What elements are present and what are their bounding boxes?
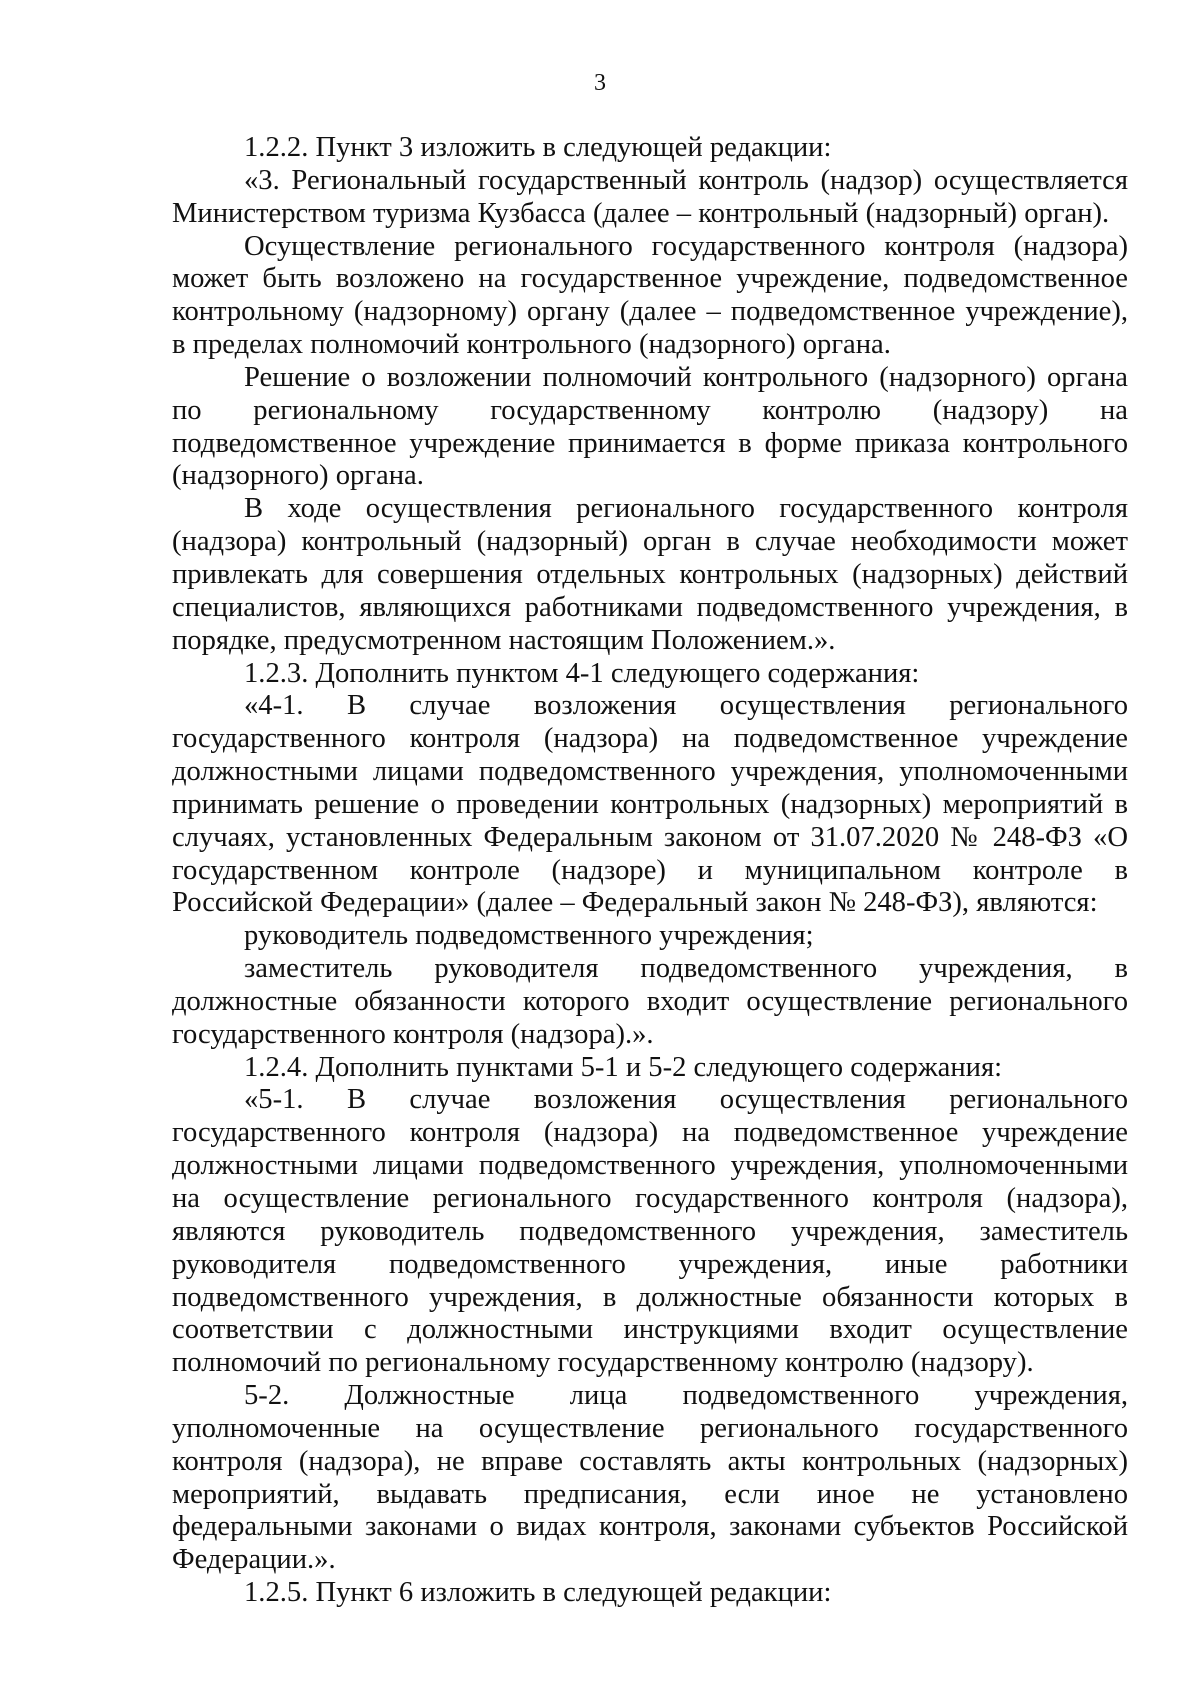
page-number: 3 bbox=[594, 70, 606, 96]
paragraph-delegation: Осуществление регионального государственного контроля (надзора) может быть возложено на государственное учреждение, подведомственное контрольному (надзорному) органу (далее – подведомственное учреждение), в пределах полномочий контрольного (надзорного) органа. bbox=[172, 230, 1128, 361]
paragraph-1-2-5: 1.2.5. Пункт 6 изложить в следующей редакции: bbox=[244, 1577, 832, 1609]
paragraph-1-2-2: 1.2.2. Пункт 3 изложить в следующей редакции: bbox=[244, 132, 832, 163]
paragraph-item-4-1: «4-1. В случае возложения осуществления регионального государственного контроля (надзора) на подведомственное учреждение должностными лицами подведомственного учреждения, уполномоченными принимать решение о проведении контрольных (надзорных) мероприятий в случаях, установленных Федеральным законом от 31.07.2020 № 248-ФЗ «О государственном контроле (надзоре) и муниципальном контроле в Российской Федерации» (далее – Федеральный закон № 248-ФЗ), являются: bbox=[172, 690, 1128, 919]
paragraph-decision: Решение о возложении полномочий контрольного (надзорного) органа по региональному государственному контролю (надзору) на подведомственное учреждение принимается в форме приказа контрольного (надзорного) органа. bbox=[172, 361, 1128, 492]
paragraph-specialists: В ходе осуществления регионального государственного контроля (надзора) контрольный (надзорный) орган в случае необходимости может привлекать для совершения отдельных контрольных (надзорных) действий специалистов, являющихся работниками подведомственного учреждения, в порядке, предусмотренном настоящим Положением.». bbox=[172, 493, 1128, 656]
document-body bbox=[172, 132, 1128, 1610]
paragraph-item-5-1: «5-1. В случае возложения осуществления регионального государственного контроля (надзора) на подведомственное учреждение должностными лицами подведомственного учреждения, уполномоченными на осуществление регионального государственного контроля (надзора), являются руководитель подведомственного учреждения, заместитель руководителя подведомственного учреждения, иные работники подведомственного учреждения, в должностные обязанности которых в соответствии с должностными инструкциями входит осуществление полномочий по региональному государственному контролю (надзору). bbox=[172, 1084, 1128, 1379]
paragraph-head: руководитель подведомственного учреждения; bbox=[244, 920, 814, 952]
paragraph-1-2-4: 1.2.4. Дополнить пунктами 5-1 и 5-2 следующего содержания: bbox=[244, 1051, 1003, 1083]
paragraph-item-3: «3. Региональный государственный контроль (надзор) осуществляется Министерством туризма Кузбасса (далее – контрольный (надзорный) орган). bbox=[172, 164, 1128, 229]
paragraph-1-2-3: 1.2.3. Дополнить пунктом 4-1 следующего содержания: bbox=[244, 657, 920, 689]
paragraph-deputy-head: заместитель руководителя подведомственного учреждения, в должностные обязанности которого входит осуществление регионального государственного контроля (надзора).». bbox=[172, 953, 1128, 1050]
paragraph-item-5-2: 5-2. Должностные лица подведомственного учреждения, уполномоченные на осуществление регионального государственного контроля (надзора), не вправе составлять акты контрольных (надзорных) мероприятий, выдавать предписания, если иное не установлено федеральными законами о видах контроля, законами субъектов Российской Федерации.». bbox=[172, 1380, 1128, 1576]
